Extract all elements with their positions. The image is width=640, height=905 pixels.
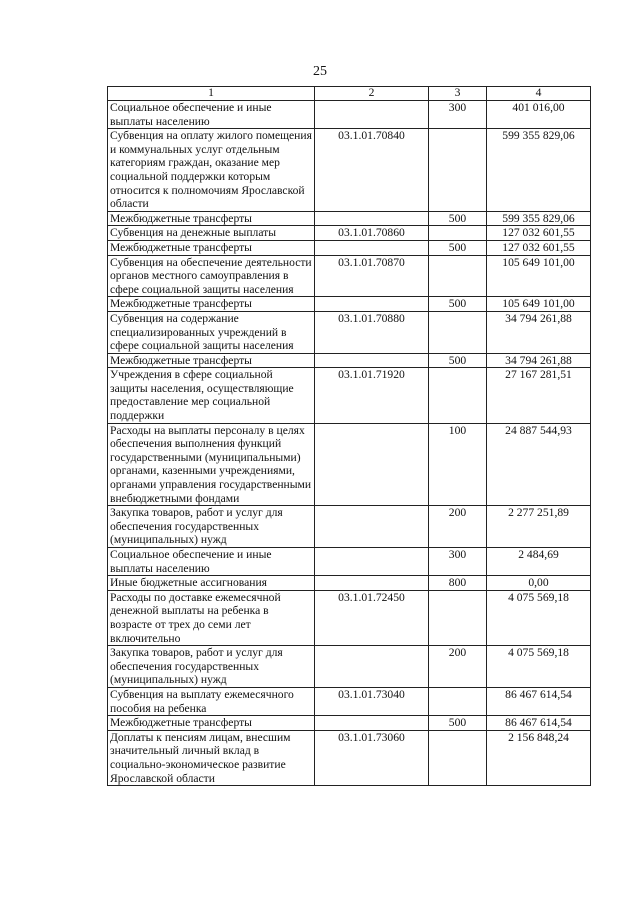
table-row <box>108 353 591 368</box>
table-row <box>108 590 591 645</box>
row-name: Иные бюджетные ассигнования <box>108 576 315 591</box>
row-type <box>429 129 487 212</box>
row-amount: 86 467 614,54 <box>487 716 591 731</box>
row-type <box>429 255 487 297</box>
row-code: 03.1.01.70860 <box>315 226 429 241</box>
table-row <box>108 576 591 591</box>
row-code <box>315 101 429 129</box>
table-row <box>108 311 591 353</box>
row-name: Субвенция на оплату жилого помещения и коммунальных услуг отдельным категориям граждан, оказание мер социальной поддержки которым относится к полномочиям Ярославской области <box>108 129 315 212</box>
row-code <box>315 240 429 255</box>
table-row <box>108 240 591 255</box>
row-code: 03.1.01.72450 <box>315 590 429 645</box>
row-name: Субвенция на содержание специализированных учреждений в сфере социальной защиты населения <box>108 311 315 353</box>
header-row <box>108 87 591 101</box>
row-amount: 401 016,00 <box>487 101 591 129</box>
table-row <box>108 687 591 715</box>
row-code <box>315 297 429 312</box>
row-code: 03.1.01.70880 <box>315 311 429 353</box>
row-code <box>315 353 429 368</box>
row-amount: 105 649 101,00 <box>487 297 591 312</box>
row-name: Расходы по доставке ежемесячной денежной выплаты на ребенка в возрасте от трех до семи лет включительно <box>108 590 315 645</box>
row-amount: 4 075 569,18 <box>487 646 591 688</box>
row-code <box>315 646 429 688</box>
row-name: Субвенция на выплату ежемесячного пособия на ребенка <box>108 687 315 715</box>
row-amount: 2 156 848,24 <box>487 730 591 785</box>
row-type: 500 <box>429 297 487 312</box>
row-code: 03.1.01.70870 <box>315 255 429 297</box>
row-code: 03.1.01.70840 <box>315 129 429 212</box>
row-type <box>429 311 487 353</box>
row-name: Социальное обеспечение и иные выплаты населению <box>108 101 315 129</box>
table-header <box>108 87 591 101</box>
table-row <box>108 548 591 576</box>
page-number: 25 <box>313 64 327 79</box>
table-row <box>108 716 591 731</box>
row-code <box>315 211 429 226</box>
row-amount: 127 032 601,55 <box>487 226 591 241</box>
row-code <box>315 423 429 506</box>
row-amount: 34 794 261,88 <box>487 353 591 368</box>
row-amount: 105 649 101,00 <box>487 255 591 297</box>
row-code: 03.1.01.71920 <box>315 368 429 423</box>
table-row <box>108 368 591 423</box>
row-type: 500 <box>429 211 487 226</box>
column-header-1: 1 <box>108 87 315 101</box>
table-row <box>108 226 591 241</box>
column-header-3: 3 <box>429 87 487 101</box>
row-type: 200 <box>429 506 487 548</box>
row-amount: 599 355 829,06 <box>487 129 591 212</box>
row-type <box>429 226 487 241</box>
row-code <box>315 576 429 591</box>
row-amount: 2 277 251,89 <box>487 506 591 548</box>
table-row <box>108 730 591 785</box>
row-type: 300 <box>429 101 487 129</box>
row-name: Доплаты к пенсиям лицам, внесшим значительный личный вклад в социально-экономическое развитие Ярославской области <box>108 730 315 785</box>
row-name: Межбюджетные трансферты <box>108 297 315 312</box>
row-name: Учреждения в сфере социальной защиты населения, осуществляющие предоставление мер социальной поддержки <box>108 368 315 423</box>
row-name: Межбюджетные трансферты <box>108 211 315 226</box>
row-name: Расходы на выплаты персоналу в целях обеспечения выполнения функций государственными (муниципальными) органами, казенными учреждениями, органами управления государственными внебюджетными фондами <box>108 423 315 506</box>
table-body <box>108 101 591 786</box>
row-type: 500 <box>429 240 487 255</box>
row-type: 500 <box>429 716 487 731</box>
row-type <box>429 590 487 645</box>
table-row <box>108 646 591 688</box>
table-row <box>108 423 591 506</box>
row-type <box>429 687 487 715</box>
row-amount: 599 355 829,06 <box>487 211 591 226</box>
row-name: Межбюджетные трансферты <box>108 353 315 368</box>
table-row <box>108 255 591 297</box>
row-amount: 86 467 614,54 <box>487 687 591 715</box>
row-name: Субвенция на обеспечение деятельности органов местного самоуправления в сфере социальной защиты населения <box>108 255 315 297</box>
row-code <box>315 716 429 731</box>
row-amount: 127 032 601,55 <box>487 240 591 255</box>
table-row <box>108 297 591 312</box>
row-amount: 34 794 261,88 <box>487 311 591 353</box>
budget-table <box>107 86 591 786</box>
column-header-4: 4 <box>487 87 591 101</box>
row-code <box>315 548 429 576</box>
row-type: 200 <box>429 646 487 688</box>
row-type <box>429 368 487 423</box>
row-type: 100 <box>429 423 487 506</box>
row-name: Межбюджетные трансферты <box>108 716 315 731</box>
row-type <box>429 730 487 785</box>
row-type: 800 <box>429 576 487 591</box>
table-row <box>108 506 591 548</box>
row-code <box>315 506 429 548</box>
row-name: Межбюджетные трансферты <box>108 240 315 255</box>
table-row <box>108 211 591 226</box>
row-amount: 24 887 544,93 <box>487 423 591 506</box>
row-code: 03.1.01.73060 <box>315 730 429 785</box>
row-name: Закупка товаров, работ и услуг для обеспечения государственных (муниципальных) нужд <box>108 646 315 688</box>
row-name: Социальное обеспечение и иные выплаты населению <box>108 548 315 576</box>
row-name: Субвенция на денежные выплаты <box>108 226 315 241</box>
row-type: 500 <box>429 353 487 368</box>
row-name: Закупка товаров, работ и услуг для обеспечения государственных (муниципальных) нужд <box>108 506 315 548</box>
row-amount: 4 075 569,18 <box>487 590 591 645</box>
row-code: 03.1.01.73040 <box>315 687 429 715</box>
row-amount: 0,00 <box>487 576 591 591</box>
table-row <box>108 101 591 129</box>
row-amount: 2 484,69 <box>487 548 591 576</box>
table-row <box>108 129 591 212</box>
row-amount: 27 167 281,51 <box>487 368 591 423</box>
column-header-2: 2 <box>315 87 429 101</box>
row-type: 300 <box>429 548 487 576</box>
